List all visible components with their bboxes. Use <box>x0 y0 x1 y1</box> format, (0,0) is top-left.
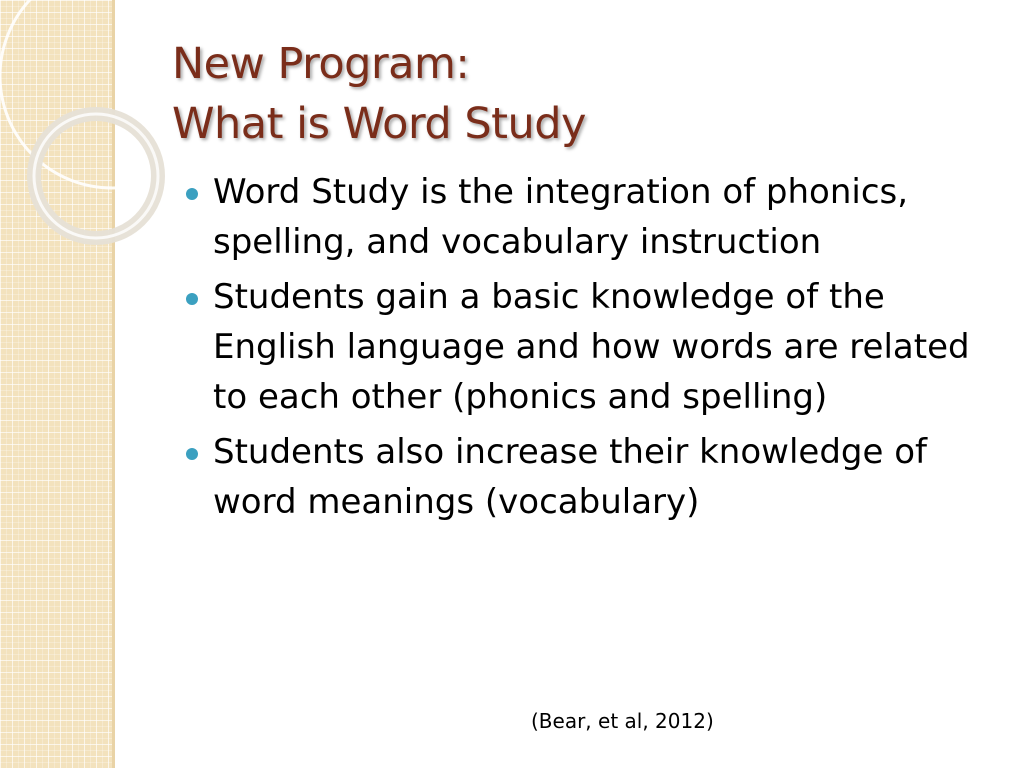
bullet-text: Word Study is the integration of phonics, spelling, and vocabulary instruction <box>213 172 909 262</box>
citation: (Bear, et al, 2012) <box>531 709 714 733</box>
ring-small-inner <box>34 114 158 238</box>
bullet-text: Students also increase their knowledge of word meanings (vocabulary) <box>213 432 927 522</box>
bullet-item <box>186 167 1006 267</box>
title-line-1: New Program: <box>172 39 470 89</box>
bullet-text: Students gain a basic knowledge of the English language and how words are related to each other (phonics and spelling) <box>213 277 970 417</box>
bullet-item <box>186 272 1006 422</box>
bullet-dot-icon <box>186 448 198 460</box>
bullet-dot-icon <box>186 293 198 305</box>
bullet-item <box>186 427 1006 527</box>
bullet-list <box>186 167 1006 532</box>
title-line-2: What is Word Study <box>172 99 587 149</box>
bullet-dot-icon <box>186 188 198 200</box>
slide-title <box>172 34 586 154</box>
